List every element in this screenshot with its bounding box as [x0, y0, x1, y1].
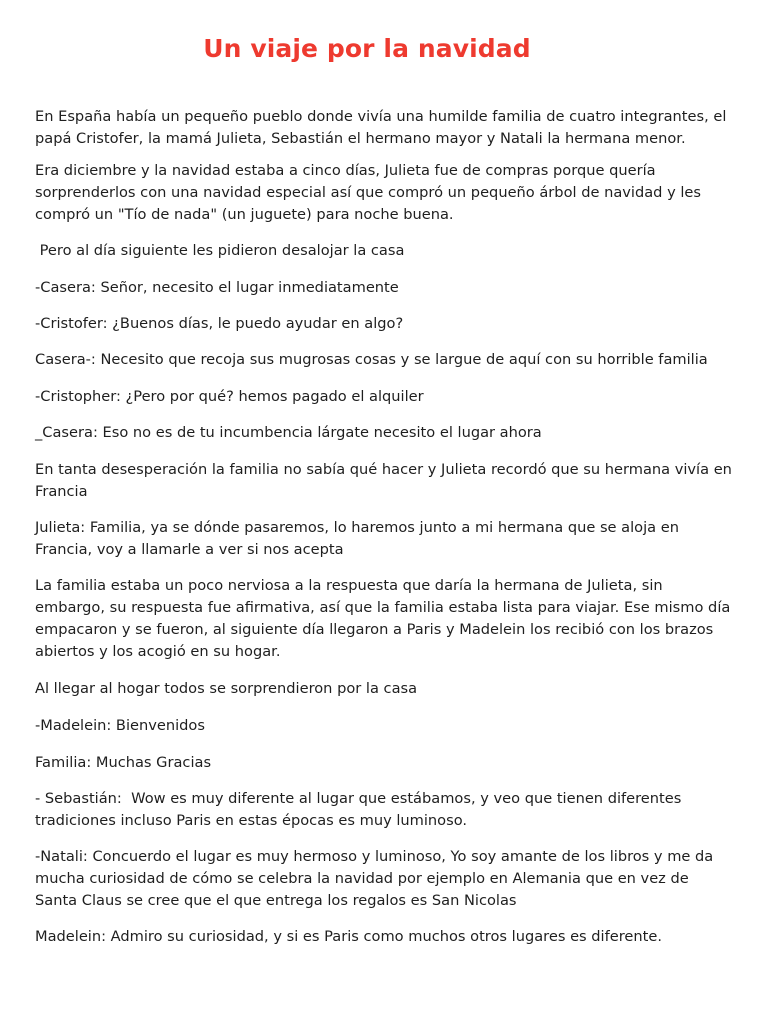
paragraph-1: En España había un pequeño pueblo donde vivía una humilde familia de cuatro integrantes, el papá Cristofer, la mamá Julieta, Sebastián el hermano mayor y Natali la hermana menor.: [35, 108, 732, 147]
paragraph-11: La familia estaba un poco nerviosa a la respuesta que daría la hermana de Julieta, sin embargo, su respuesta fue afirmativa, así que la familia estaba lista para viajar. Ese mismo día empacaron y se fueron, al siguiente día llegaron a Paris y Madelein los recibió con los brazos abiertos y los acogió en su hogar.: [35, 577, 735, 660]
paragraph-4: -Casera: Señor, necesito el lugar inmediatamente: [35, 279, 399, 296]
paragraph-2: Era diciembre y la navidad estaba a cinco días, Julieta fue de compras porque quería sorprenderlos con una navidad especial así que compró un pequeño árbol de navidad y les compró un "Tío de nada" (un juguete) para noche buena.: [35, 162, 706, 223]
paragraph-16: -Natali: Concuerdo el lugar es muy hermoso y luminoso, Yo soy amante de los libros y me da mucha curiosidad de cómo se celebra la navidad por ejemplo en Alemania que en vez de Santa Claus se cree que el que entrega los regalos es San Nicolas: [35, 848, 718, 909]
document-title: Un viaje por la navidad: [203, 34, 531, 63]
paragraph-5: -Cristofer: ¿Buenos días, le puedo ayudar en algo?: [35, 315, 404, 332]
document-body: [35, 106, 735, 948]
paragraph-17: Madelein: Admiro su curiosidad, y si es Paris como muchos otros lugares es diferente.: [35, 928, 662, 945]
paragraph-10: Julieta: Familia, ya se dónde pasaremos, lo haremos junto a mi hermana que se aloja en Francia, voy a llamarle a ver si nos acepta: [35, 519, 684, 558]
paragraph-14: Familia: Muchas Gracias: [35, 754, 212, 771]
paragraph-12: Al llegar al hogar todos se sorprendieron por la casa: [35, 680, 418, 697]
paragraph-9: En tanta desesperación la familia no sabía qué hacer y Julieta recordó que su hermana vivía en Francia: [35, 461, 737, 500]
paragraph-7: -Cristopher: ¿Pero por qué? hemos pagado el alquiler: [35, 388, 424, 405]
paragraph-8: _Casera: Eso no es de tu incumbencia lárgate necesito el lugar ahora: [35, 424, 542, 441]
paragraph-13: -Madelein: Bienvenidos: [35, 717, 205, 734]
paragraph-6: Casera-: Necesito que recoja sus mugrosas cosas y se largue de aquí con su horrible familia: [35, 351, 708, 368]
paragraph-15: - Sebastián: Wow es muy diferente al lugar que estábamos, y veo que tienen diferentes tradiciones incluso Paris en estas épocas es muy luminoso.: [35, 790, 686, 829]
paragraph-3: Pero al día siguiente les pidieron desalojar la casa: [35, 242, 405, 259]
